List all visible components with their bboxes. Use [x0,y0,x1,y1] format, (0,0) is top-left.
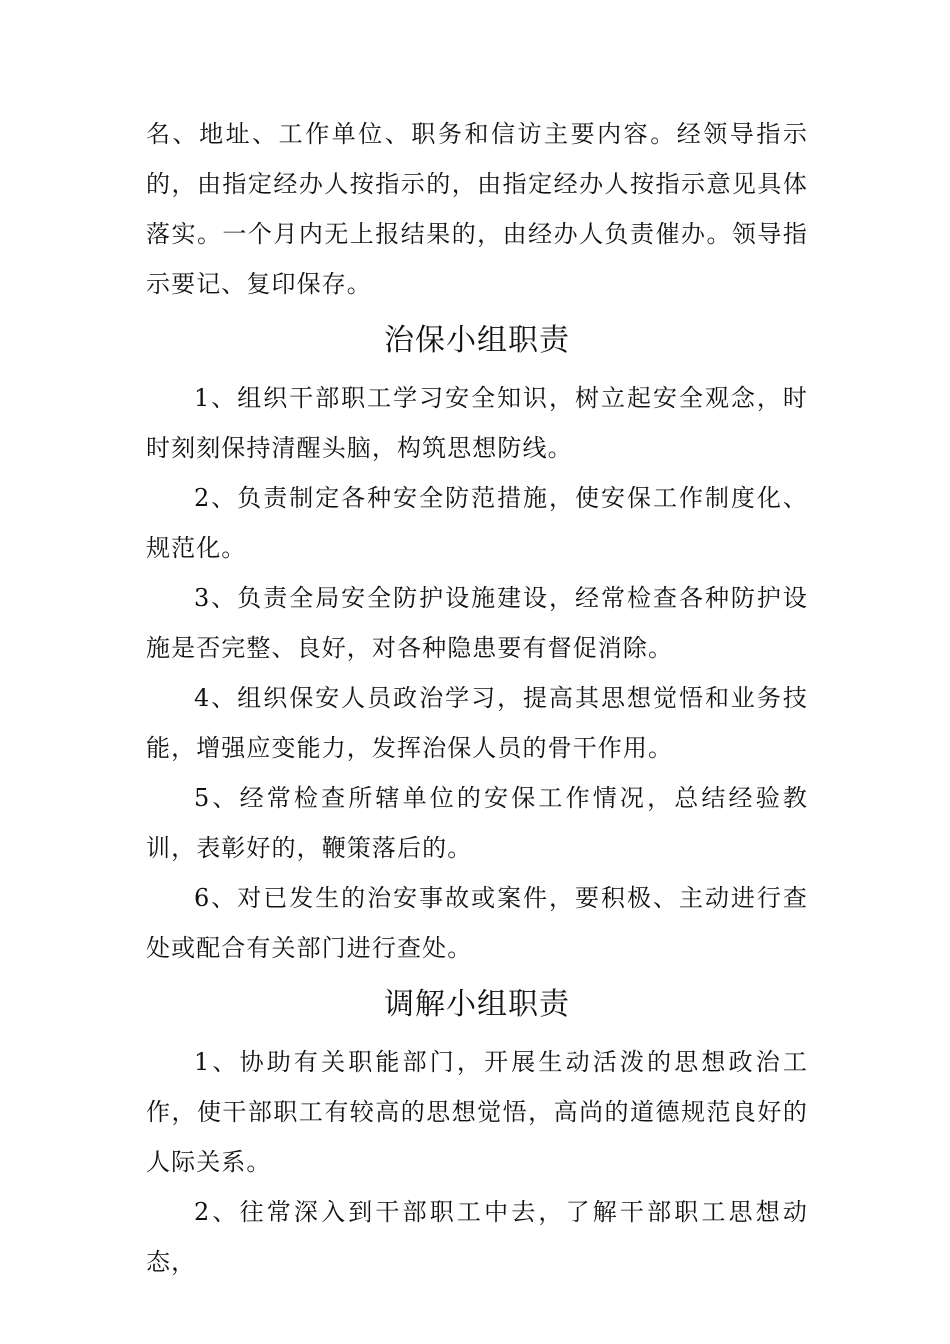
list-item: 2、负责制定各种安全防范措施，使安保工作制度化、规范化。 [146,484,808,562]
list-item: 2、往常深入到干部职工中去，了解干部职工思想动态， [146,1198,808,1276]
document-body [146,109,808,1287]
list-item: 6、对已发生的治安事故或案件，要积极、主动进行查处或配合有关部门进行查处。 [146,884,808,962]
intro-paragraph: 名、地址、工作单位、职务和信访主要内容。经领导指示的，由指定经办人按指示的，由指定经办人按指示意见具体落实。一个月内无上报结果的，由经办人负责催办。领导指示要记、复印保存。 [146,120,808,298]
list-item: 1、组织干部职工学习安全知识，树立起安全观念，时时刻刻保持清醒头脑，构筑思想防线。 [146,384,808,462]
section-title-security-group: 治保小组职责 [384,323,570,358]
section-title-mediation-group: 调解小组职责 [384,987,570,1022]
list-item: 5、经常检查所辖单位的安保工作情况，总结经验教训，表彰好的，鞭策落后的。 [146,784,808,862]
list-item: 1、协助有关职能部门，开展生动活泼的思想政治工作，使干部职工有较高的思想觉悟，高尚的道德规范良好的人际关系。 [146,1048,808,1176]
list-item: 4、组织保安人员政治学习，提高其思想觉悟和业务技能，增强应变能力，发挥治保人员的骨干作用。 [146,684,808,762]
list-item: 3、负责全局安全防护设施建设，经常检查各种防护设施是否完整、良好，对各种隐患要有督促消除。 [146,584,808,662]
